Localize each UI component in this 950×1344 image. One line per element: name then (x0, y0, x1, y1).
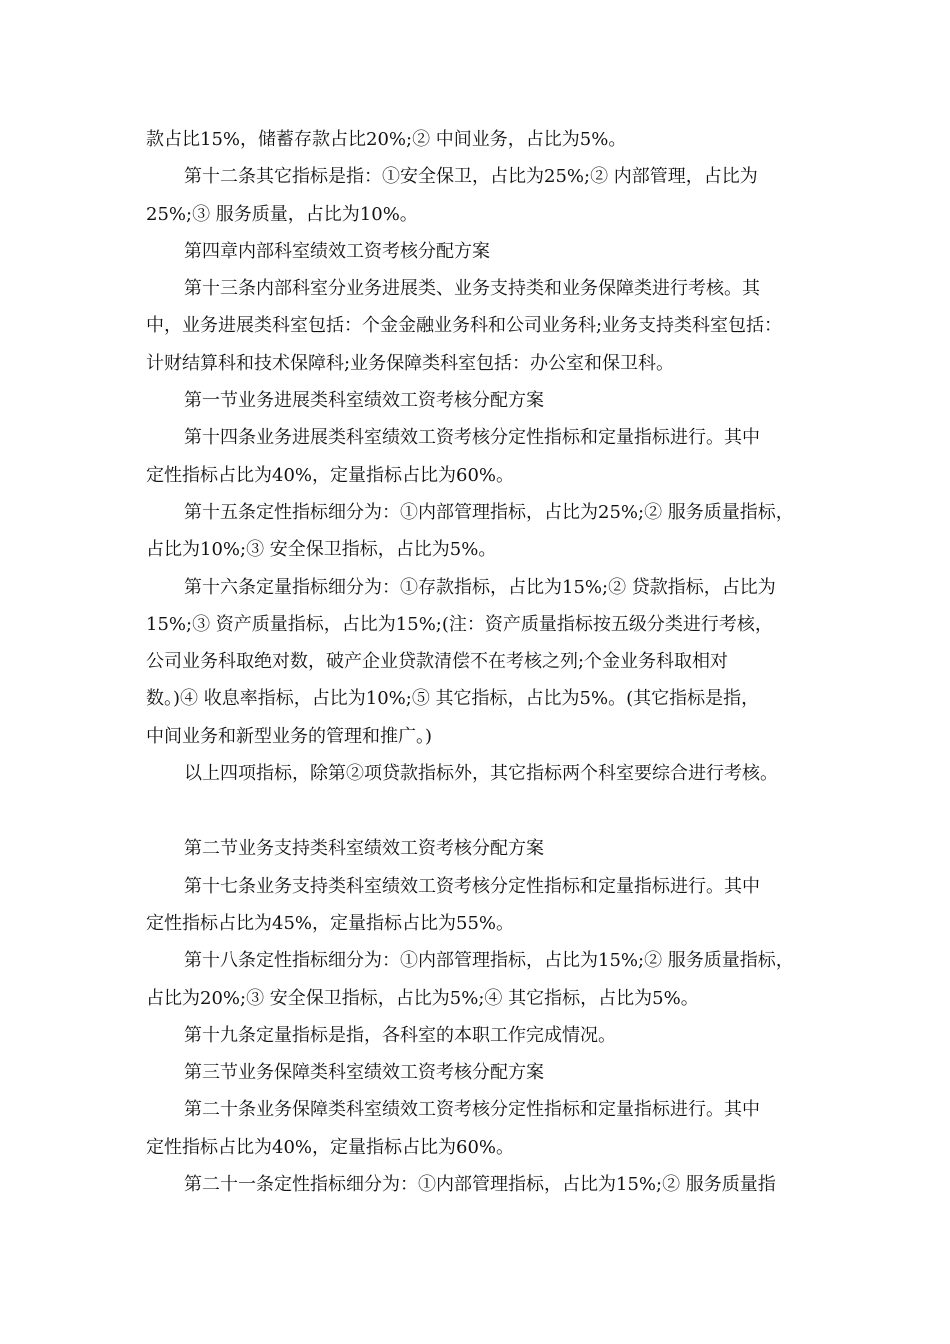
document-body (146, 121, 818, 1203)
chapter-heading: 第四章内部科室绩效工资考核分配方案 (184, 240, 490, 262)
text-line: 25%;③ 服务质量，占比为10%。 (146, 203, 418, 225)
text-line: 占比为20%;③ 安全保卫指标，占比为5%;④ 其它指标，占比为5%。 (146, 987, 699, 1009)
paragraph-gap (146, 792, 818, 830)
text-line: 以上四项指标，除第②项贷款指标外，其它指标两个科室要综合进行考核。 (184, 763, 778, 785)
text-line: 15%;③ 资产质量指标，占比为15%;(注：资产质量指标按五级分类进行考核， (146, 613, 773, 635)
text-line: 第十四条业务进展类科室绩效工资考核分定性指标和定量指标进行。其中 (184, 427, 760, 449)
text-line: 计财结算科和技术保障科;业务保障类科室包括：办公室和保卫科。 (146, 352, 675, 374)
text-line: 第十九条定量指标是指，各科室的本职工作完成情况。 (184, 1024, 616, 1046)
section-heading: 第三节业务保障类科室绩效工资考核分配方案 (184, 1062, 544, 1084)
text-line: 第十二条其它指标是指：①安全保卫，占比为25%;② 内部管理，占比为 (184, 166, 758, 188)
text-line: 第十七条业务支持类科室绩效工资考核分定性指标和定量指标进行。其中 (184, 875, 760, 897)
text-line: 第二十一条定性指标细分为：①内部管理指标，占比为15%;② 服务质量指 (184, 1174, 776, 1196)
text-line: 第十五条定性指标细分为：①内部管理指标，占比为25%;② 服务质量指标， (184, 501, 794, 523)
text-line: 定性指标占比为40%，定量指标占比为60%。 (146, 1136, 515, 1158)
text-line: 数。)④ 收息率指标，占比为10%;⑤ 其它指标，占比为5%。(其它指标是指， (146, 688, 760, 710)
section-heading: 第二节业务支持类科室绩效工资考核分配方案 (184, 838, 544, 860)
text-line: 占比为10%;③ 安全保卫指标，占比为5%。 (146, 539, 497, 561)
text-line: 款占比15%，储蓄存款占比20%;② 中间业务，占比为5%。 (146, 129, 627, 150)
text-line: 中间业务和新型业务的管理和推广。) (146, 725, 433, 747)
text-line: 第十八条定性指标细分为：①内部管理指标，占比为15%;② 服务质量指标， (184, 950, 794, 972)
text-line: 中，业务进展类科室包括：个金金融业务科和公司业务科;业务支持类科室包括： (146, 315, 783, 337)
text-line: 定性指标占比为40%，定量指标占比为60%。 (146, 464, 515, 486)
text-line: 定性指标占比为45%，定量指标占比为55%。 (146, 912, 515, 934)
text-line: 第二十条业务保障类科室绩效工资考核分定性指标和定量指标进行。其中 (184, 1099, 760, 1121)
text-line: 第十六条定量指标细分为：①存款指标，占比为15%;② 贷款指标，占比为 (184, 576, 776, 598)
section-heading: 第一节业务进展类科室绩效工资考核分配方案 (184, 390, 544, 412)
text-line: 第十三条内部科室分业务进展类、业务支持类和业务保障类进行考核。其 (184, 278, 760, 300)
text-line: 公司业务科取绝对数，破产企业贷款清偿不在考核之列;个金业务科取相对 (146, 651, 729, 673)
